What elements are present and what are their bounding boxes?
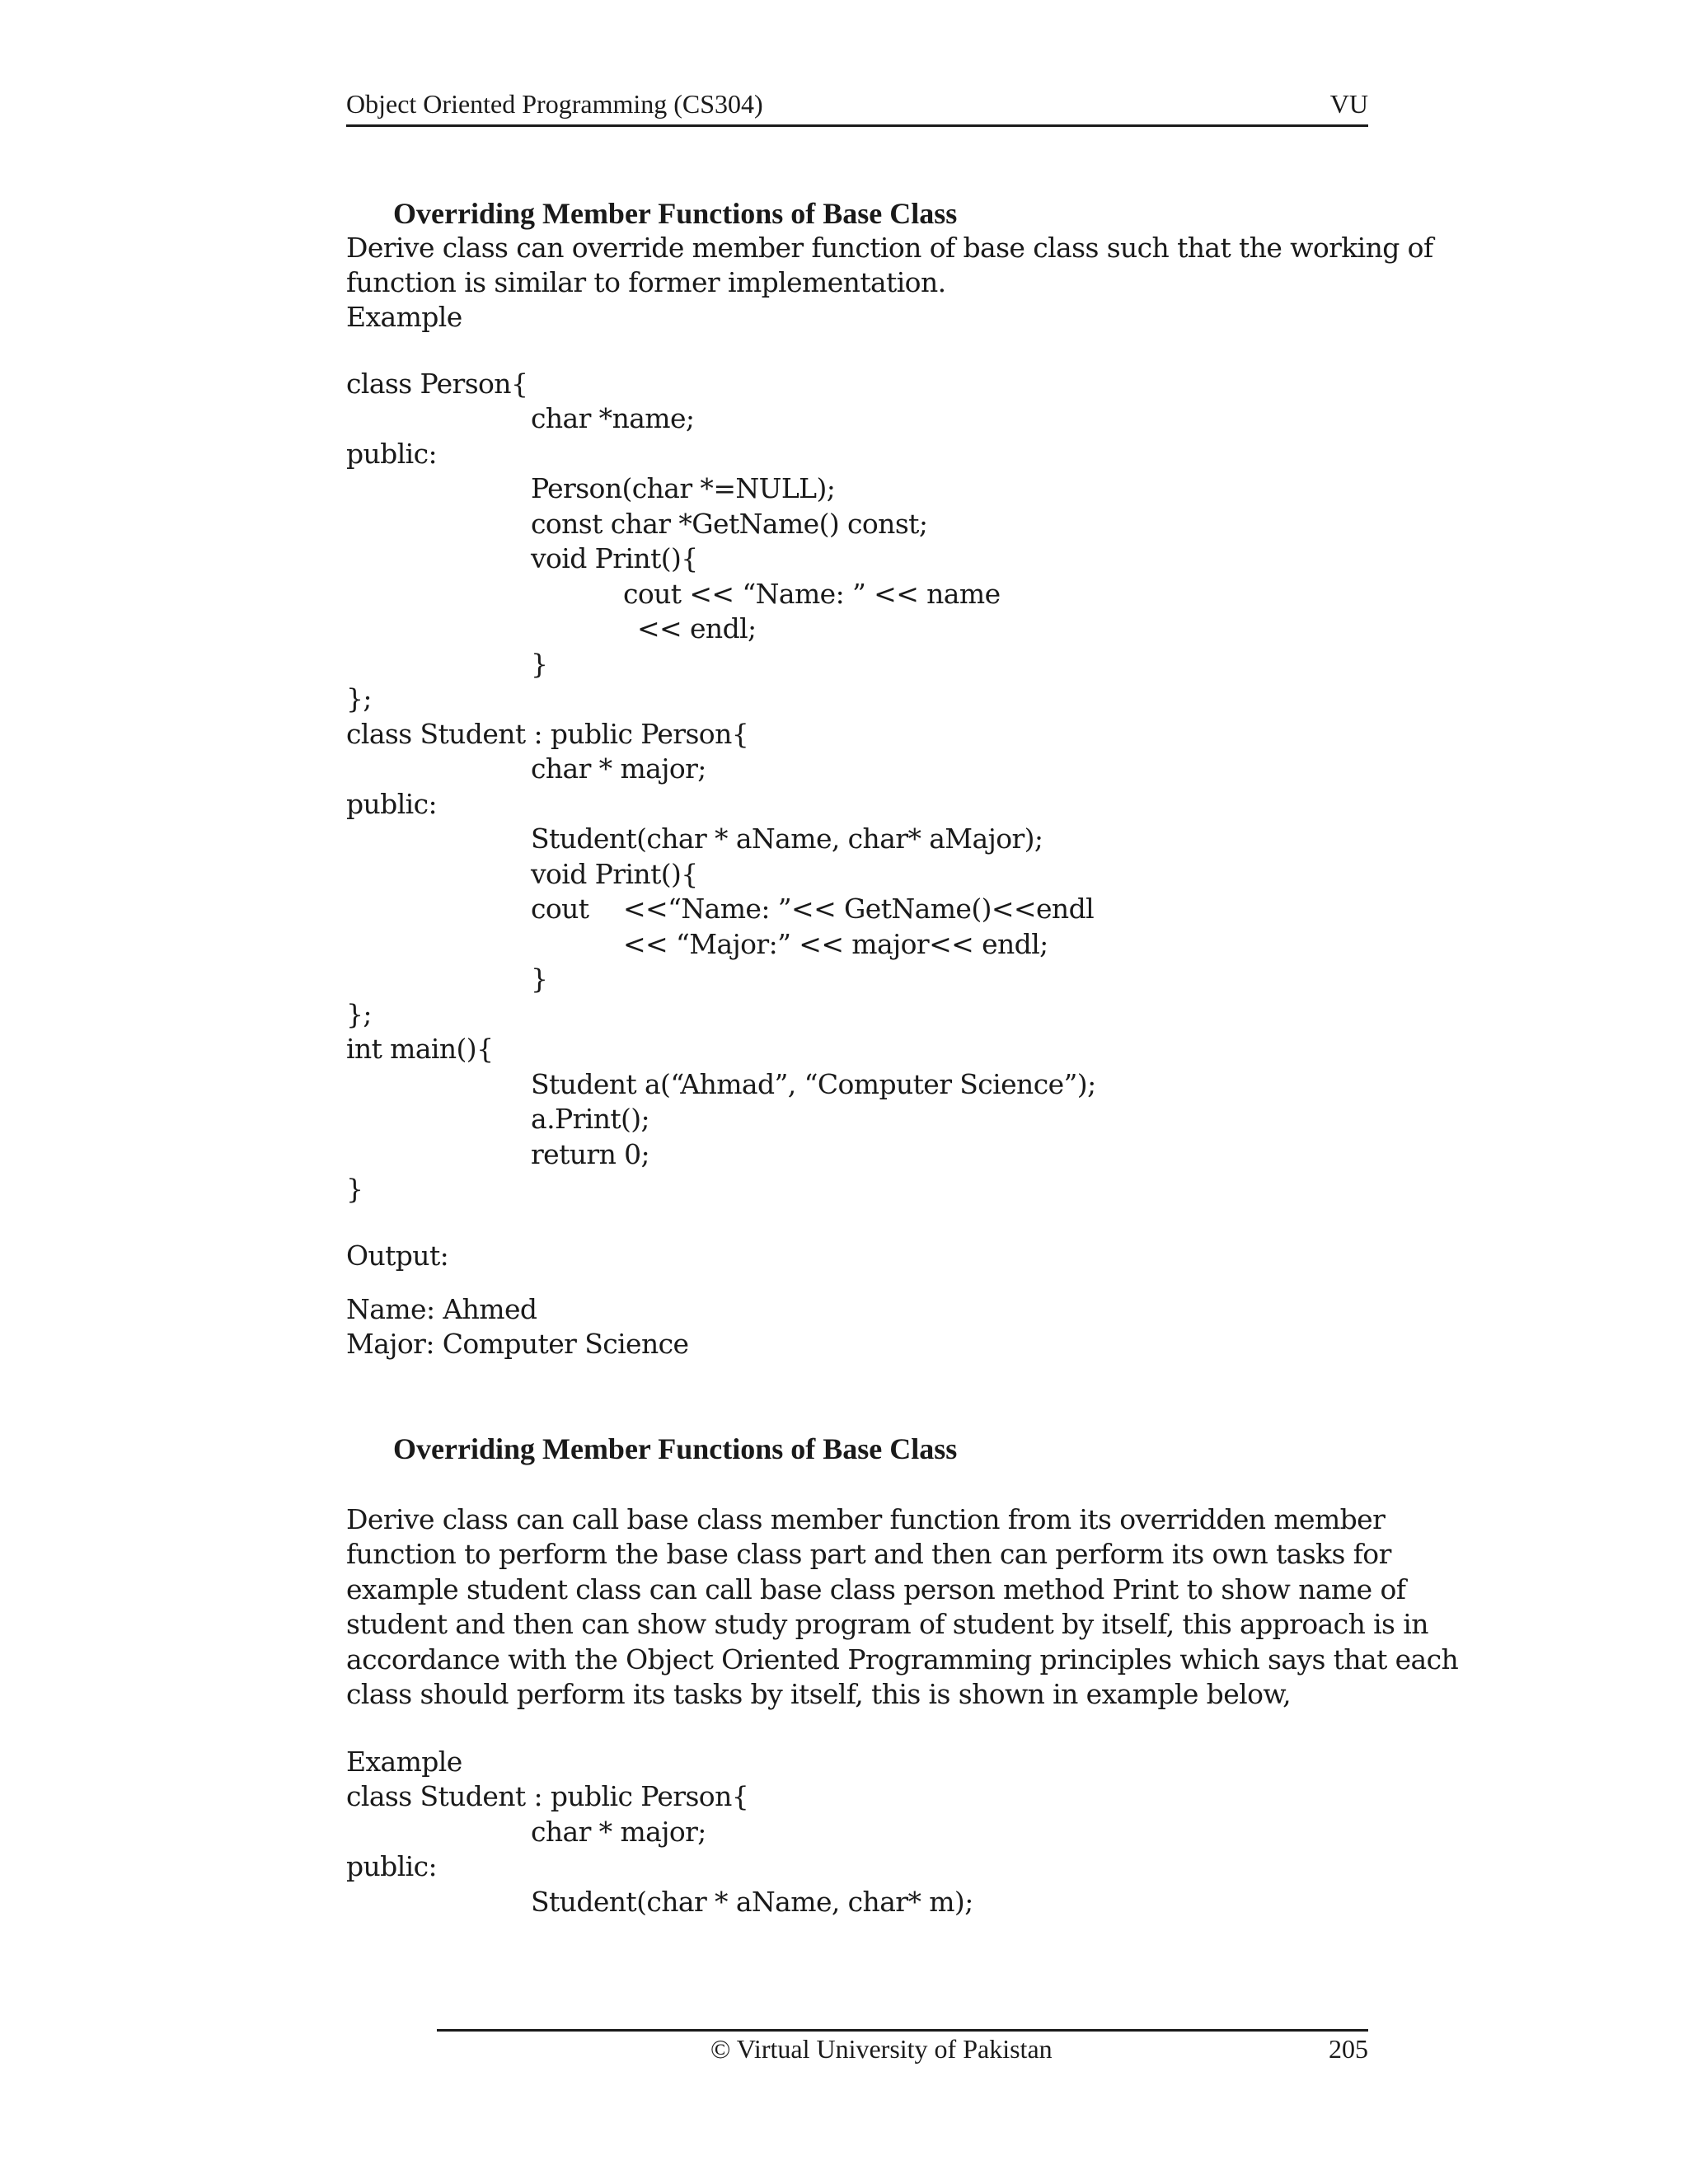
output-label: Output: [346, 1240, 449, 1272]
paragraph-line: student and then can show study program of student by itself, this approach is in [346, 1608, 1428, 1640]
paragraph-line: Derive class can call base class member function from its overridden member [346, 1503, 1386, 1535]
code-line: cout << “Name: ” << name [623, 578, 1001, 610]
code-line: } [531, 648, 548, 680]
code-line: char * major; [531, 752, 706, 785]
course-title: Object Oriented Programming (CS304) [346, 89, 763, 119]
code-line: << endl; [637, 612, 757, 644]
page-number: 205 [1329, 2034, 1368, 2064]
header-rule [346, 124, 1368, 127]
code-line: char *name; [531, 402, 695, 434]
code-line: void Print(){ [531, 858, 698, 890]
example-label: Example [346, 1746, 462, 1778]
code-line: }; [346, 998, 372, 1030]
code-line: Person(char *=NULL); [531, 472, 836, 504]
output-line: Major: Computer Science [346, 1328, 689, 1360]
code-line: a.Print(); [531, 1103, 650, 1135]
section-heading: Overriding Member Functions of Base Class [393, 197, 958, 230]
code-line: return 0; [531, 1138, 650, 1170]
code-line: public: [346, 1850, 438, 1882]
footer-rule [437, 2029, 1368, 2032]
institution-abbrev: VU [1329, 89, 1368, 119]
code-line: char * major; [531, 1816, 706, 1848]
page-header [346, 89, 1368, 125]
code-line: int main(){ [346, 1033, 494, 1065]
example-label: Example [346, 301, 462, 333]
code-line: }; [346, 682, 372, 715]
paragraph-line: accordance with the Object Oriented Programming principles which says that each [346, 1643, 1459, 1675]
code-line: << “Major:” << major<< endl; [623, 928, 1048, 960]
code-line: class Student : public Person{ [346, 1780, 749, 1812]
section-heading: Overriding Member Functions of Base Class [393, 1432, 958, 1465]
paragraph-line: example student class can call base class person method Print to show name of [346, 1573, 1406, 1605]
code-line: Student a(“Ahmad”, “Computer Science”); [531, 1068, 1096, 1100]
code-line: class Person{ [346, 368, 528, 400]
code-line: } [346, 1173, 363, 1205]
paragraph-line: Derive class can override member function of base class such that the working of [346, 232, 1433, 264]
code-line: const char *GetName() const; [531, 508, 928, 540]
code-line: } [531, 963, 548, 995]
code-line: void Print(){ [531, 542, 698, 574]
code-line: Student(char * aName, char* aMajor); [531, 823, 1043, 855]
paragraph-line: class should perform its tasks by itself, this is shown in example below, [346, 1678, 1291, 1710]
code-line: Student(char * aName, char* m); [531, 1886, 973, 1918]
code-line: public: [346, 788, 438, 820]
footer-copyright: © Virtual University of Pakistan [710, 2034, 1053, 2064]
code-line: <<“Name: ”<< GetName()<<endl [623, 893, 1095, 925]
code-line: cout [531, 893, 589, 925]
output-line: Name: Ahmed [346, 1293, 537, 1325]
code-line: class Student : public Person{ [346, 718, 749, 750]
code-line: public: [346, 438, 438, 470]
paragraph-line: function is similar to former implementation. [346, 266, 946, 298]
paragraph-line: function to perform the base class part and then can perform its own tasks for [346, 1538, 1391, 1570]
